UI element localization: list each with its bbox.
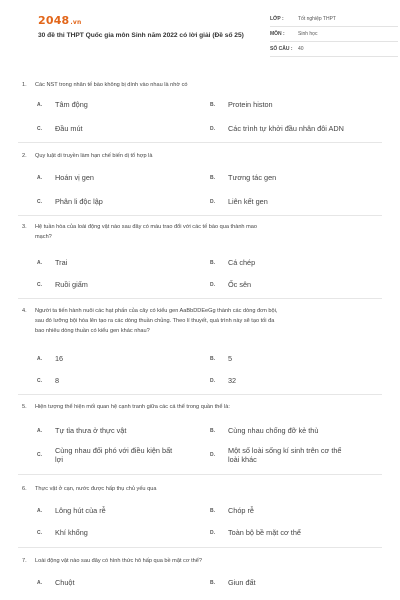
option-text: Cá chép bbox=[228, 258, 256, 267]
option-text: Chuột bbox=[55, 578, 75, 587]
question-7 bbox=[22, 556, 377, 567]
question-text-line1: Người ta tiến hành nuôi các hạt phấn của cây có kiểu gen AaBbDDEeGg thành các dòng đơn bội, bbox=[35, 308, 278, 314]
option-letter: B. bbox=[210, 507, 215, 514]
option-text: Hoán vị gen bbox=[55, 173, 94, 182]
site-logo[interactable] bbox=[38, 14, 81, 27]
option-a[interactable] bbox=[37, 578, 74, 587]
option-text: Tâm động bbox=[55, 100, 88, 109]
option-letter: B. bbox=[210, 259, 215, 266]
question-number: 7. bbox=[22, 558, 27, 564]
option-text: Lông hút của rễ bbox=[55, 506, 106, 515]
option-letter: C. bbox=[37, 125, 42, 132]
option-text: 8 bbox=[55, 376, 60, 385]
option-text: Trai bbox=[55, 258, 68, 267]
meta-key: MÔN : bbox=[270, 31, 285, 37]
option-b[interactable] bbox=[210, 173, 276, 182]
divider bbox=[18, 298, 382, 299]
question-5 bbox=[22, 402, 377, 413]
option-c[interactable] bbox=[37, 280, 88, 289]
option-text: Ruồi giấm bbox=[55, 280, 88, 289]
option-c[interactable] bbox=[37, 376, 59, 385]
option-d[interactable] bbox=[210, 376, 236, 385]
question-3 bbox=[22, 222, 377, 233]
question-text: Loài động vật nào sau đây có hình thức hô hấp qua bề mặt cơ thể? bbox=[35, 558, 202, 564]
option-b[interactable] bbox=[210, 100, 273, 109]
divider bbox=[18, 142, 382, 143]
option-letter: A. bbox=[37, 259, 42, 266]
option-text: Liên kết gen bbox=[228, 197, 268, 206]
option-text bbox=[55, 446, 205, 464]
logo-suffix: .vn bbox=[70, 19, 82, 26]
option-d[interactable] bbox=[210, 197, 268, 206]
option-text: Tương tác gen bbox=[228, 173, 277, 182]
question-number: 2. bbox=[22, 153, 27, 159]
option-a[interactable] bbox=[37, 426, 126, 435]
option-c[interactable] bbox=[37, 124, 83, 133]
option-c[interactable] bbox=[37, 446, 205, 464]
option-letter: A. bbox=[37, 579, 42, 586]
question-text: Các NST trong nhân tế bào không bị dính vào nhau là nhờ có bbox=[35, 82, 188, 88]
option-letter: B. bbox=[210, 101, 215, 108]
option-letter: A. bbox=[37, 101, 42, 108]
option-a[interactable] bbox=[37, 258, 67, 267]
question-2 bbox=[22, 151, 377, 162]
question-number: 6. bbox=[22, 486, 27, 492]
question-number: 4. bbox=[22, 308, 27, 314]
meta-key: LỚP : bbox=[270, 16, 284, 22]
option-letter: B. bbox=[210, 174, 215, 181]
meta-value: Tốt nghiệp THPT bbox=[298, 16, 336, 22]
question-number: 1. bbox=[22, 82, 27, 88]
document-title: 30 đề thi THPT Quốc gia môn Sinh năm 2022 có lời giải (Đề số 25) bbox=[38, 32, 244, 39]
option-a[interactable] bbox=[37, 173, 94, 182]
divider bbox=[18, 474, 382, 475]
question-text-line3: bao nhiêu dòng thuần có kiểu gen khác nhau? bbox=[35, 328, 150, 334]
option-text: Phân li độc lập bbox=[55, 197, 103, 206]
option-letter: B. bbox=[210, 355, 215, 362]
option-text: Toàn bộ bề mặt cơ thể bbox=[228, 528, 301, 537]
question-number: 5. bbox=[22, 404, 27, 410]
option-letter: A. bbox=[37, 355, 42, 362]
option-d[interactable] bbox=[210, 280, 251, 289]
option-b[interactable] bbox=[210, 354, 232, 363]
option-a[interactable] bbox=[37, 506, 106, 515]
option-b[interactable] bbox=[210, 506, 254, 515]
option-text-line2: loài khác bbox=[228, 455, 257, 464]
option-letter: C. bbox=[37, 281, 42, 288]
option-text: Tự tỉa thưa ở thực vật bbox=[55, 426, 127, 435]
option-letter: A. bbox=[37, 507, 42, 514]
option-letter: D. bbox=[210, 198, 215, 205]
option-a[interactable] bbox=[37, 354, 63, 363]
option-text: Các trình tự khởi đầu nhân đôi ADN bbox=[228, 124, 344, 133]
option-text: 5 bbox=[228, 354, 233, 363]
question-text: Quy luật di truyền làm hạn chế biến dị tổ hợp là bbox=[35, 153, 153, 159]
option-letter: D. bbox=[210, 125, 215, 132]
option-letter: D. bbox=[210, 377, 215, 384]
logo-text: 2048 bbox=[38, 14, 70, 27]
meta-row-class bbox=[270, 12, 398, 27]
question-text-line2: mạch? bbox=[35, 234, 52, 240]
option-text-line2: lợi bbox=[55, 455, 64, 464]
question-6 bbox=[22, 484, 377, 495]
option-d[interactable] bbox=[210, 528, 301, 537]
option-text: Đầu mút bbox=[55, 124, 83, 133]
meta-value: 40 bbox=[298, 46, 304, 52]
divider bbox=[18, 547, 382, 548]
option-b[interactable] bbox=[210, 426, 318, 435]
option-letter: C. bbox=[37, 377, 42, 384]
option-text: Giun đất bbox=[228, 578, 256, 587]
option-text: Protein histon bbox=[228, 100, 273, 109]
question-text: Thực vật ở cạn, nước được hấp thụ chủ yếu qua bbox=[35, 486, 157, 492]
question-1 bbox=[22, 80, 377, 91]
option-text-line1: Cùng nhau đối phó với điều kiện bất bbox=[55, 446, 173, 455]
option-d[interactable] bbox=[210, 124, 344, 133]
option-text: Khí khổng bbox=[55, 528, 88, 537]
option-letter: B. bbox=[210, 579, 215, 586]
option-letter: D. bbox=[210, 529, 215, 536]
meta-value: Sinh học bbox=[298, 31, 318, 37]
option-letter: C. bbox=[37, 529, 42, 536]
option-letter: D. bbox=[210, 452, 215, 458]
question-4 bbox=[22, 306, 377, 317]
meta-table bbox=[270, 12, 398, 57]
divider bbox=[18, 215, 382, 216]
option-c[interactable] bbox=[37, 528, 88, 537]
question-text-line2: sau đó lưỡng bội hóa lên tạo ra các dòng thuần chủng. Theo lí thuyết, quá trình này sẽ tạo tối đa bbox=[35, 318, 275, 324]
option-text: Chóp rễ bbox=[228, 506, 254, 515]
option-text bbox=[228, 446, 378, 464]
option-letter: C. bbox=[37, 198, 42, 205]
meta-row-count bbox=[270, 42, 398, 57]
option-text: 32 bbox=[228, 376, 237, 385]
option-text: 16 bbox=[55, 354, 64, 363]
header bbox=[18, 0, 382, 60]
meta-row-subject bbox=[270, 27, 398, 42]
option-letter: B. bbox=[210, 427, 215, 434]
question-text-line1: Hệ tuần hòa của loài động vật nào sau đây có máu trao đổi với các tế bào qua thành mao bbox=[35, 224, 257, 230]
option-b[interactable] bbox=[210, 258, 255, 267]
meta-key: SỐ CÂU : bbox=[270, 46, 293, 52]
option-d[interactable] bbox=[210, 446, 378, 464]
option-text: Ốc sên bbox=[228, 280, 252, 289]
option-b[interactable] bbox=[210, 578, 256, 587]
question-number: 3. bbox=[22, 224, 27, 230]
option-letter: D. bbox=[210, 281, 215, 288]
option-letter: A. bbox=[37, 427, 42, 434]
option-text-line1: Một số loài sống kí sinh trên cơ thể bbox=[228, 446, 342, 455]
option-letter: C. bbox=[37, 452, 42, 458]
option-text: Cùng nhau chống đỡ kẻ thù bbox=[228, 426, 319, 435]
divider bbox=[18, 394, 382, 395]
question-text: Hiện tượng thể hiện mối quan hệ cạnh tranh giữa các cá thể trong quần thể là: bbox=[35, 404, 230, 410]
option-a[interactable] bbox=[37, 100, 88, 109]
option-c[interactable] bbox=[37, 197, 103, 206]
option-letter: A. bbox=[37, 174, 42, 181]
